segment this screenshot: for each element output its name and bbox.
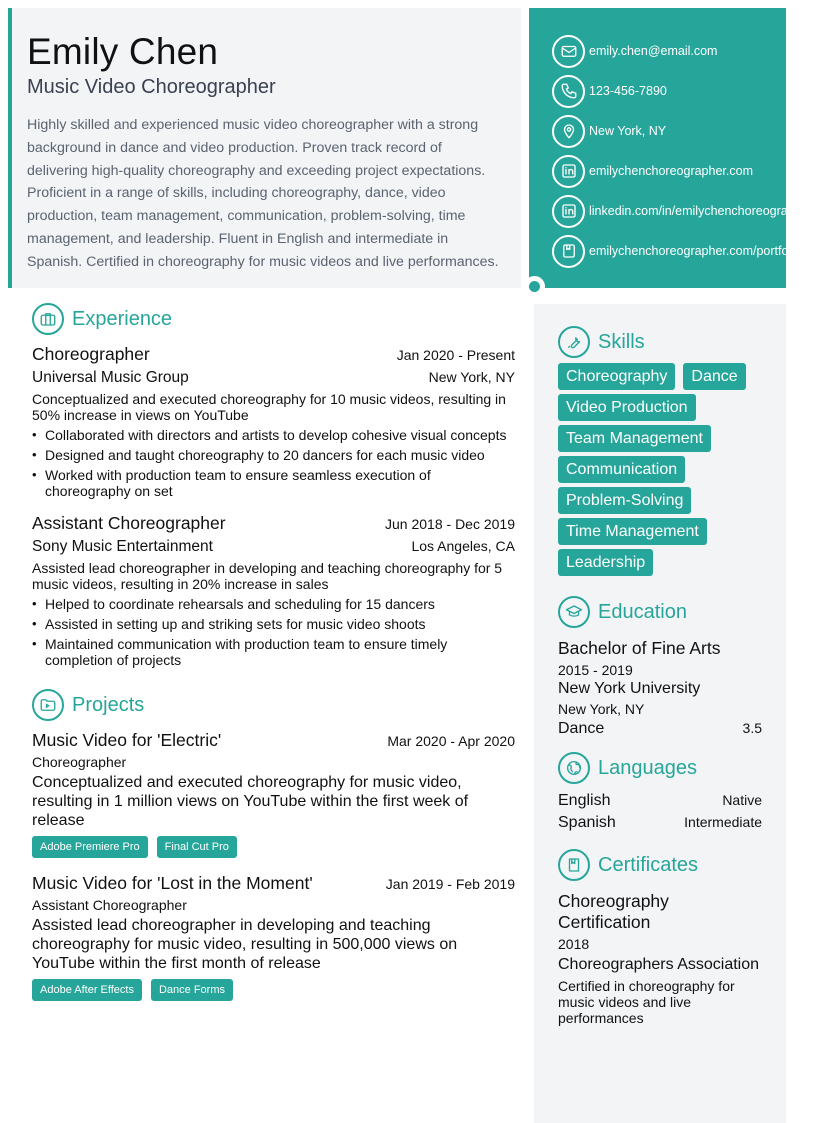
tool-tag: Dance Forms <box>151 979 233 1001</box>
language-level: Native <box>722 792 762 808</box>
certificate-description: Certified in choreography for music videos and live performances <box>558 978 735 1026</box>
phone-icon <box>552 75 585 108</box>
linkedin-icon <box>552 155 585 188</box>
candidate-name: Emily Chen <box>27 31 219 72</box>
wrench-icon <box>558 326 590 358</box>
certificate-year: 2018 <box>558 936 590 952</box>
contact-website[interactable] <box>552 151 786 191</box>
skill-tag: Dance <box>683 363 745 390</box>
project-item <box>32 873 515 1001</box>
languages-title: Languages <box>598 756 697 779</box>
job-title: Assistant Choreographer <box>32 513 226 533</box>
skills-heading <box>558 326 762 358</box>
contact-portfolio[interactable] <box>552 231 801 271</box>
linkedin-icon <box>552 195 585 228</box>
contact-location <box>552 111 786 151</box>
education-gpa: 3.5 <box>742 720 762 736</box>
job-bullet: • Assisted in setting up and striking sets for music video shoots <box>32 616 515 632</box>
language-name: English <box>558 792 611 809</box>
job-company: Universal Music Group <box>32 369 189 386</box>
job-dates: Jun 2018 - Dec 2019 <box>385 516 515 532</box>
folder-icon <box>32 689 64 721</box>
job-summary: Assisted lead choreographer in developing and teaching choreography for 5 music videos, resulting in 20% increase in sales <box>32 560 503 592</box>
graduation-cap-icon <box>558 596 590 628</box>
main-column <box>32 303 515 1001</box>
language-level: Intermediate <box>684 814 762 830</box>
certificate-book-icon <box>558 849 590 881</box>
job-location: Los Angeles, CA <box>411 538 515 554</box>
sidebar <box>534 304 786 1123</box>
education-degree: Bachelor of Fine Arts <box>558 638 721 658</box>
candidate-role: Music Video Choreographer <box>27 76 276 98</box>
profile-summary: Highly skilled and experienced music video choreographer with a strong background in dance and video production. Proven track record of delivering high-quality choreography and exceeding project expectations. Proficient in a range of skills, including choreography, dance, video production, team management, communication, problem-solving, time management, and leadership. Fluent in English and intermediate in Spanish. Certified in choreography for music videos and live performances. <box>27 117 499 270</box>
experience-title: Experience <box>72 307 173 330</box>
language-name: Spanish <box>558 814 616 831</box>
job-dates: Jan 2020 - Present <box>396 347 515 363</box>
job-bullet: • Helped to coordinate rehearsals and scheduling for 15 dancers <box>32 596 515 612</box>
project-dates: Mar 2020 - Apr 2020 <box>387 733 515 749</box>
certificate-name: Choreography Certification <box>558 891 669 932</box>
contact-panel <box>529 8 813 288</box>
tool-tag: Adobe Premiere Pro <box>32 836 148 858</box>
project-title: Music Video for 'Electric' <box>32 730 222 750</box>
portfolio-icon <box>552 235 585 268</box>
projects-title: Projects <box>72 693 145 716</box>
education-school: New York University <box>558 680 701 697</box>
job-bullets <box>32 596 515 668</box>
education-heading <box>558 596 762 628</box>
contact-phone-text: 123-456-7890 <box>589 84 667 98</box>
contact-email[interactable] <box>552 31 786 71</box>
education-location: New York, NY <box>558 701 645 717</box>
job-bullets <box>32 427 515 499</box>
project-tags <box>32 836 515 858</box>
skill-tag: Time Management <box>558 518 707 545</box>
job-bullet: • Collaborated with directors and artists to develop cohesive visual concepts <box>32 427 515 443</box>
skills-title: Skills <box>598 330 645 353</box>
skill-tag: Choreography <box>558 363 675 390</box>
languages-heading <box>558 752 762 784</box>
contact-email-text: emily.chen@email.com <box>589 44 718 58</box>
education-title: Education <box>598 600 687 623</box>
project-description: Conceptualized and executed choreography for music video, resulting in 1 million views on YouTube within the first week of release <box>32 774 469 829</box>
certificate-issuer: Choreographers Association <box>558 956 760 973</box>
language-row <box>558 792 762 810</box>
project-role: Assistant Choreographer <box>32 897 187 913</box>
job-title: Choreographer <box>32 344 150 364</box>
job-bullet: • Worked with production team to ensure seamless execution of choreography on set <box>32 467 515 499</box>
skill-tag: Leadership <box>558 549 653 576</box>
project-dates: Jan 2019 - Feb 2019 <box>385 876 515 892</box>
tool-tag: Adobe After Effects <box>32 979 142 1001</box>
project-tags <box>32 979 515 1001</box>
experience-heading <box>32 303 515 335</box>
education-years: 2015 - 2019 <box>558 662 633 678</box>
contact-location-text: New York, NY <box>589 124 667 138</box>
education-field: Dance <box>558 720 605 737</box>
skill-tag: Video Production <box>558 394 696 421</box>
certificates-title: Certificates <box>598 853 699 876</box>
decorative-dot <box>524 276 545 297</box>
language-row <box>558 814 762 832</box>
skill-tag: Communication <box>558 456 685 483</box>
contact-linkedin[interactable] <box>552 191 813 231</box>
skills-list <box>558 363 762 580</box>
experience-item <box>32 513 515 668</box>
email-icon <box>552 35 585 68</box>
job-company: Sony Music Entertainment <box>32 538 213 555</box>
header-panel <box>8 8 521 288</box>
job-bullet: • Designed and taught choreography to 20 dancers for each music video <box>32 447 515 463</box>
projects-heading <box>32 689 515 721</box>
job-bullet: • Maintained communication with production team to ensure timely completion of projects <box>32 636 515 668</box>
experience-item <box>32 344 515 499</box>
contact-linkedin-text: linkedin.com/in/emilychenchoreographer <box>589 204 813 218</box>
contact-phone[interactable] <box>552 71 786 111</box>
skill-tag: Team Management <box>558 425 711 452</box>
location-icon <box>552 115 585 148</box>
education-field-row <box>558 720 762 738</box>
skill-tag: Problem-Solving <box>558 487 691 514</box>
project-item <box>32 730 515 858</box>
job-location: New York, NY <box>428 369 515 385</box>
job-summary: Conceptualized and executed choreography for 10 music videos, resulting in 50% increase in views on YouTube <box>32 391 506 423</box>
project-role: Choreographer <box>32 754 127 770</box>
contact-website-text: emilychenchoreographer.com <box>589 164 753 178</box>
certificates-heading <box>558 849 762 881</box>
globe-icon <box>558 752 590 784</box>
project-title: Music Video for 'Lost in the Moment' <box>32 873 313 893</box>
briefcase-icon <box>32 303 64 335</box>
tool-tag: Final Cut Pro <box>157 836 237 858</box>
contact-portfolio-text: emilychenchoreographer.com/portfolio <box>589 244 801 258</box>
project-description: Assisted lead choreographer in developing and teaching choreography for music video, resulting in 500,000 views on YouTube within the first month of release <box>32 917 458 972</box>
